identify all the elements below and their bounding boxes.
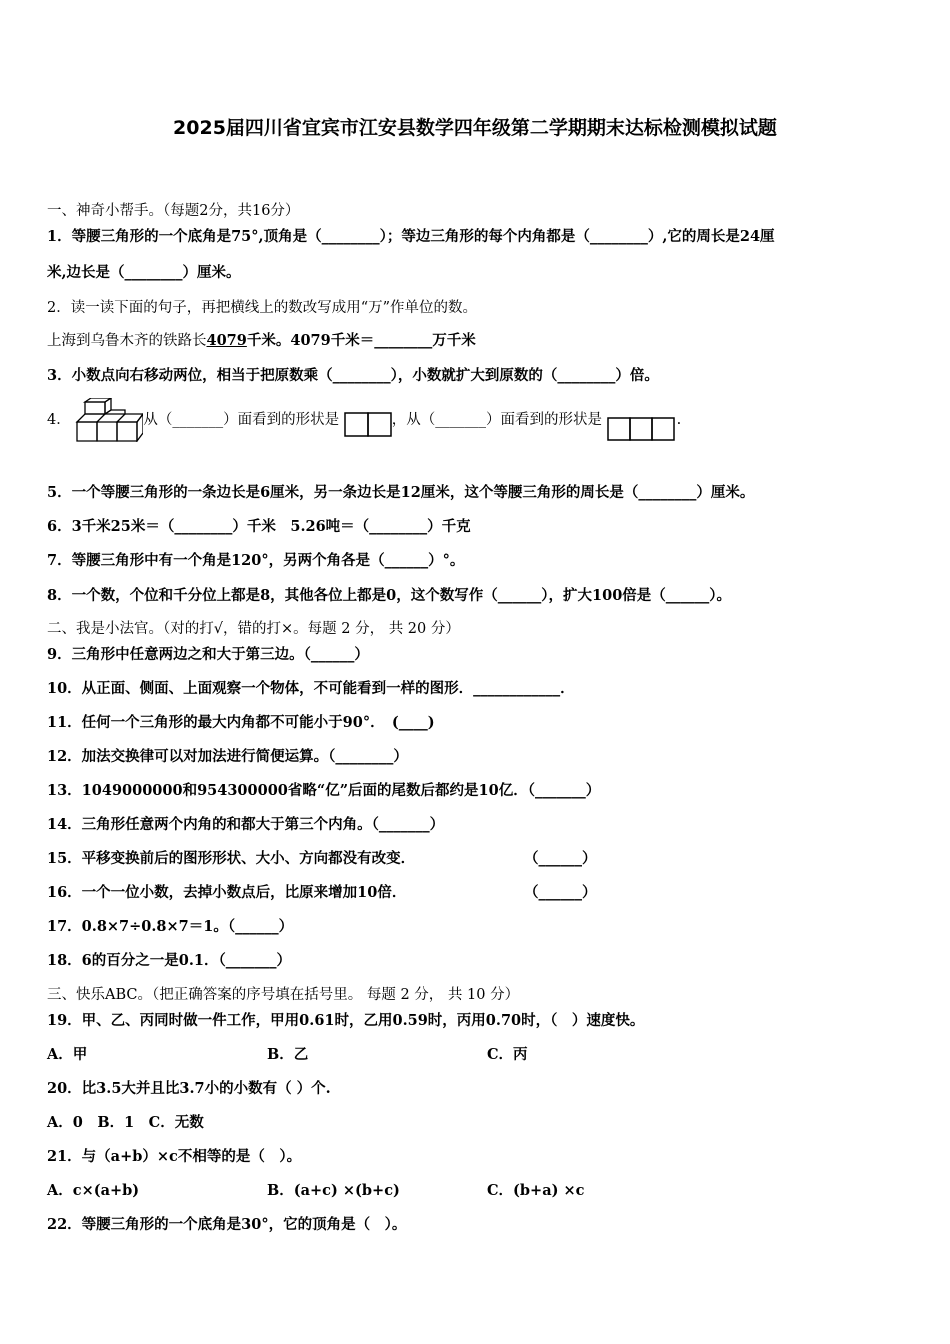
question-13: 13．1049000000和954300000省略“亿”后面的尾数后都约是10亿．（_______）	[47, 782, 601, 799]
question-3: 3．小数点向右移动两位，相当于把原数乘（________），小数就扩大到原数的（________）倍。	[47, 367, 659, 384]
q4-number: 4．	[47, 412, 71, 428]
q2-text-pre: 上海到乌鲁木齐的铁路长	[47, 333, 207, 349]
question-4	[47, 398, 681, 442]
question-2-line-2	[47, 332, 476, 350]
q20-options: A．0 B．1 C．无数	[47, 1114, 204, 1131]
three-square-view-figure	[607, 416, 677, 442]
section-1-heading: 一、神奇小帮手。（每题2分，共16分）	[47, 203, 300, 219]
two-square-view-figure	[344, 412, 392, 438]
question-20: 20．比3.5大并且比3.7小的小数有（ ）个.	[47, 1080, 331, 1097]
question-15-answer-blank: （______）	[524, 850, 597, 867]
page-title: 2025届四川省宜宾市江安县数学四年级第二学期期末达标检测模拟试题	[173, 117, 777, 139]
question-7: 7．等腰三角形中有一个角是120°，另两个角各是（______）°。	[47, 552, 465, 569]
q19-option-b: B．乙	[267, 1046, 309, 1063]
q21-option-a: A．c×(a+b)	[47, 1182, 140, 1199]
q19-option-a: A．甲	[47, 1046, 88, 1063]
q2-text-post: 千米。4079千米＝________万千米	[246, 332, 476, 349]
section-2-heading: 二、我是小法官。（对的打√，错的打×。每题 2 分， 共 20 分）	[47, 621, 460, 637]
cube-stack-figure	[75, 398, 143, 442]
question-19: 19．甲、乙、丙同时做一件工作，甲用0.61时，乙用0.59时，丙用0.70时，（ ）速度快。	[47, 1012, 645, 1029]
question-8: 8．一个数，个位和千分位上都是8，其他各位上都是0，这个数写作（______），扩大100倍是（______）。	[47, 587, 732, 604]
section-3-heading: 三、快乐ABC。（把正确答案的序号填在括号里。 每题 2 分， 共 10 分）	[47, 987, 520, 1003]
question-18: 18．6的百分之一是0.1．（_______）	[47, 952, 291, 969]
question-5: 5．一个等腰三角形的一条边长是6厘米，另一条边长是12厘米，这个等腰三角形的周长是（________）厘米。	[47, 484, 755, 501]
q2-underlined-number: 4079	[206, 332, 247, 349]
question-1-line-1: 1．等腰三角形的一个底角是75°,顶角是（________）；等边三角形的每个内角都是（________）,它的周长是24厘	[47, 228, 775, 245]
question-2-line-1: 2．读一读下面的句子，再把横线上的数改写成用“万”作单位的数。	[47, 300, 478, 316]
q4-text-part-2: ，从（_______）面看到的形状是	[391, 412, 602, 428]
question-22: 22．等腰三角形的一个底角是30°，它的顶角是（ ）。	[47, 1216, 407, 1233]
question-21: 21．与（a+b）×c不相等的是（ ）。	[47, 1148, 302, 1165]
question-6: 6．3千米25米＝（________）千米 5.26吨＝（________）千克	[47, 518, 471, 535]
q21-option-b: B．(a+c) ×(b+c)	[267, 1182, 400, 1199]
q4-text-part-1: 从（_______）面看到的形状是	[143, 412, 340, 428]
question-16: 16．一个一位小数，去掉小数点后，比原来增加10倍．	[47, 884, 407, 901]
question-14: 14．三角形任意两个内角的和都大于第三个内角。（_______）	[47, 816, 445, 833]
question-17: 17．0.8×7÷0.8×7＝1。（______）	[47, 918, 294, 935]
question-12: 12．加法交换律可以对加法进行简便运算。（________）	[47, 748, 408, 765]
q4-text-part-3: .	[676, 412, 682, 428]
question-11: 11．任何一个三角形的最大内角都不可能小于90°． (____)	[47, 714, 435, 731]
question-10: 10．从正面、侧面、上面观察一个物体，不可能看到一样的图形．____________．	[47, 680, 575, 697]
q19-option-c: C．丙	[487, 1046, 528, 1063]
question-1-line-2: 米,边长是（________）厘米。	[47, 264, 241, 281]
question-16-answer-blank: （______）	[524, 884, 597, 901]
q21-option-c: C．(b+a) ×c	[487, 1182, 585, 1199]
question-9: 9．三角形中任意两边之和大于第三边。（______）	[47, 646, 369, 663]
question-15: 15．平移变换前后的图形形状、大小、方向都没有改变．	[47, 850, 416, 867]
